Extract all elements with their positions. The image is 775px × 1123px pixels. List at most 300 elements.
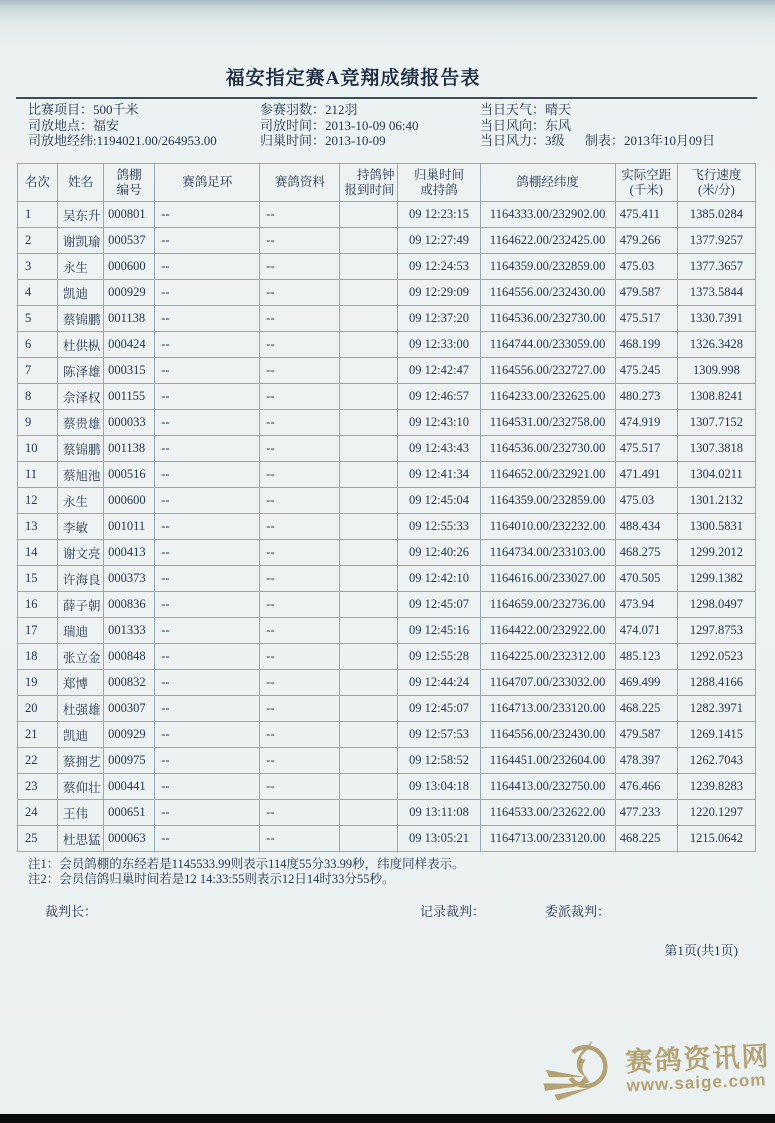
distance-cell: 477.233 — [615, 800, 677, 826]
info-cell: -- — [260, 254, 340, 280]
meta-line — [28, 102, 260, 118]
coords-cell: 1164556.00/232430.00 — [480, 722, 615, 748]
coords-cell: 1164333.00/232902.00 — [480, 202, 615, 228]
rank-cell: 6 — [18, 332, 58, 358]
home-time-cell: 09 12:46:57 — [398, 384, 480, 410]
meta-label: 比赛项目： — [28, 102, 94, 117]
home-time-cell: 09 12:37:20 — [398, 306, 480, 332]
made-by-label: 制表： — [585, 133, 625, 148]
header-line2: 编号 — [116, 182, 142, 197]
home-time-cell: 09 12:24:53 — [398, 254, 480, 280]
clock-time-cell — [340, 540, 398, 566]
speed-cell: 1298.0497 — [677, 592, 755, 618]
loft-no-cell: 000441 — [104, 774, 155, 800]
info-cell: -- — [260, 410, 340, 436]
header-cell — [260, 164, 340, 202]
name-cell: 蔡贵雄 — [58, 410, 104, 436]
distance-cell: 479.266 — [615, 228, 677, 254]
info-cell: -- — [260, 332, 340, 358]
rank-cell: 7 — [18, 358, 58, 384]
distance-cell: 468.199 — [615, 332, 677, 358]
coords-cell: 1164413.00/232750.00 — [480, 774, 615, 800]
meta-label: 司放地点： — [28, 117, 94, 133]
info-cell: -- — [260, 488, 340, 514]
coords-cell: 1164556.00/232430.00 — [480, 280, 615, 306]
name-cell: 杜思猛 — [58, 826, 104, 852]
home-time-cell: 09 12:58:52 — [398, 748, 480, 774]
ring-cell: -- — [155, 722, 260, 748]
table-header — [18, 164, 756, 202]
distance-cell: 473.94 — [615, 592, 677, 618]
table-row — [18, 228, 756, 254]
home-time-cell: 09 13:05:21 — [398, 826, 480, 852]
loft-no-cell: 000315 — [104, 358, 155, 384]
coords-cell: 1164233.00/232625.00 — [480, 384, 615, 410]
coords-cell: 1164713.00/233120.00 — [480, 696, 615, 722]
home-time-cell: 09 12:43:10 — [398, 410, 480, 436]
table-row — [18, 826, 756, 852]
info-cell: -- — [260, 462, 340, 488]
name-cell: 谢文亮 — [58, 540, 104, 566]
rank-cell: 1 — [18, 202, 58, 228]
loft-no-cell: 000063 — [104, 826, 155, 852]
home-time-cell: 09 12:43:43 — [398, 436, 480, 462]
info-cell: -- — [260, 540, 340, 566]
table-row — [18, 748, 756, 774]
distance-cell: 475.03 — [615, 488, 677, 514]
coords-cell: 1164659.00/232736.00 — [480, 592, 615, 618]
clock-time-cell — [340, 488, 398, 514]
home-time-cell: 09 12:42:10 — [398, 566, 480, 592]
distance-cell: 475.517 — [615, 306, 677, 332]
info-cell: -- — [260, 618, 340, 644]
header-line2: 报到时间 — [344, 182, 395, 197]
speed-cell: 1297.8753 — [677, 618, 755, 644]
table-row — [18, 384, 756, 410]
table-row — [18, 696, 756, 722]
speed-cell: 1385.0284 — [677, 202, 755, 228]
name-cell: 蔡旭池 — [58, 462, 104, 488]
coords-cell: 1164616.00/233027.00 — [480, 566, 615, 592]
rank-cell: 5 — [18, 306, 58, 332]
speed-cell: 1288.4166 — [677, 670, 755, 696]
name-cell: 吴东升 — [58, 202, 104, 228]
table-row — [18, 540, 756, 566]
loft-no-cell: 001333 — [104, 618, 155, 644]
name-cell: 王伟 — [58, 800, 104, 826]
coords-cell: 1164451.00/232604.00 — [480, 748, 615, 774]
name-cell: 永生 — [58, 488, 104, 514]
meta-label: 当日天气： — [480, 102, 546, 117]
ring-cell: -- — [155, 800, 260, 826]
name-cell: 佘泽权 — [58, 384, 104, 410]
clock-time-cell — [340, 358, 398, 384]
race-meta-section — [28, 102, 757, 149]
header-cell — [340, 164, 398, 202]
info-cell: -- — [260, 280, 340, 306]
name-cell: 许海良 — [58, 566, 104, 592]
table-row — [18, 332, 756, 358]
table-row — [18, 436, 756, 462]
ring-cell: -- — [155, 514, 260, 540]
meta-column-left — [28, 102, 260, 149]
name-cell: 蔡仰壮 — [58, 774, 104, 800]
speed-cell: 1307.7152 — [677, 410, 755, 436]
info-cell: -- — [260, 774, 340, 800]
saige-watermark-logo — [538, 1025, 772, 1116]
made-by-line — [585, 133, 715, 149]
page-title: 福安指定赛A竞翔成绩报告表 — [225, 68, 481, 89]
meta-label: 当日风向： — [480, 117, 546, 133]
coords-cell: 1164533.00/232622.00 — [480, 800, 615, 826]
speed-cell: 1307.3818 — [677, 436, 755, 462]
coords-cell: 1164744.00/233059.00 — [480, 332, 615, 358]
speed-cell: 1304.0211 — [677, 462, 755, 488]
meta-line — [260, 133, 480, 149]
rank-cell: 25 — [18, 826, 58, 852]
meta-label: 司放地经纬: — [28, 133, 97, 149]
speed-cell: 1330.7391 — [677, 306, 755, 332]
loft-no-cell: 001155 — [104, 384, 155, 410]
speed-cell: 1326.3428 — [677, 332, 755, 358]
header-line1: 赛鸽资料 — [274, 175, 325, 189]
speed-cell: 1292.0523 — [677, 644, 755, 670]
distance-cell: 479.587 — [615, 722, 677, 748]
ring-cell: -- — [155, 540, 260, 566]
footnote-line: 注1：会员鸽棚的东经若是1145533.99则表示114度55分33.99秒，纬度同样表示。 — [28, 857, 465, 871]
coords-cell: 1164707.00/233032.00 — [480, 670, 615, 696]
header-line1: 名次 — [25, 175, 51, 189]
home-time-cell: 09 12:41:34 — [398, 462, 480, 488]
table-row — [18, 410, 756, 436]
distance-cell: 475.245 — [615, 358, 677, 384]
distance-cell: 478.397 — [615, 748, 677, 774]
rank-cell: 21 — [18, 722, 58, 748]
distance-cell: 476.466 — [615, 774, 677, 800]
clock-time-cell — [340, 566, 398, 592]
rank-cell: 10 — [18, 436, 58, 462]
home-time-cell: 09 12:55:28 — [398, 644, 480, 670]
rank-cell: 23 — [18, 774, 58, 800]
distance-cell: 468.225 — [615, 696, 677, 722]
meta-value: 东风 — [545, 117, 572, 133]
meta-line — [260, 118, 480, 134]
meta-line — [28, 133, 260, 149]
name-cell: 永生 — [58, 254, 104, 280]
info-cell: -- — [260, 722, 340, 748]
ring-cell: -- — [155, 592, 260, 618]
table-row — [18, 566, 756, 592]
table-row — [18, 670, 756, 696]
footnotes — [28, 857, 465, 887]
made-by-value: 2013年10月09日 — [624, 133, 716, 148]
info-cell: -- — [260, 566, 340, 592]
home-time-cell: 09 12:33:00 — [398, 332, 480, 358]
info-cell: -- — [260, 202, 340, 228]
ring-cell: -- — [155, 202, 260, 228]
ring-cell: -- — [155, 358, 260, 384]
clock-time-cell — [340, 228, 398, 254]
meta-value: 晴天 — [545, 102, 572, 117]
meta-column-middle — [260, 102, 480, 149]
table-row — [18, 280, 756, 306]
speed-cell: 1215.0642 — [677, 826, 755, 852]
rank-cell: 15 — [18, 566, 58, 592]
rank-cell: 4 — [18, 280, 58, 306]
rank-cell: 20 — [18, 696, 58, 722]
loft-no-cell: 000600 — [104, 488, 155, 514]
distance-cell: 470.505 — [615, 566, 677, 592]
distance-cell: 475.517 — [615, 436, 677, 462]
loft-no-cell: 000033 — [104, 410, 155, 436]
rank-cell: 17 — [18, 618, 58, 644]
coords-cell: 1164536.00/232730.00 — [480, 436, 615, 462]
table-row — [18, 254, 756, 280]
assigned-judge-label: 委派裁判： — [545, 904, 611, 919]
header-line1: 飞行速度 — [691, 167, 742, 182]
judges-line — [0, 901, 775, 921]
info-cell: -- — [260, 436, 340, 462]
header-line1: 鸽棚 — [116, 167, 142, 182]
clock-time-cell — [340, 774, 398, 800]
meta-value: 212羽 — [325, 102, 358, 117]
loft-no-cell: 000307 — [104, 696, 155, 722]
header-line1: 实际空距 — [621, 167, 672, 182]
header-cell — [104, 164, 155, 202]
logo-site-url: www.saige.com — [626, 1070, 767, 1096]
scan-bottom-edge — [0, 1114, 775, 1123]
clock-time-cell — [340, 748, 398, 774]
rank-cell: 14 — [18, 540, 58, 566]
name-cell: 郑博 — [58, 670, 104, 696]
meta-value: 福安 — [93, 117, 120, 133]
ring-cell: -- — [155, 228, 260, 254]
home-time-cell: 09 12:42:47 — [398, 358, 480, 384]
info-cell: -- — [260, 358, 340, 384]
home-time-cell: 09 12:45:04 — [398, 488, 480, 514]
rank-cell: 13 — [18, 514, 58, 540]
rank-cell: 19 — [18, 670, 58, 696]
loft-no-cell: 000537 — [104, 228, 155, 254]
home-time-cell: 09 12:45:07 — [398, 696, 480, 722]
meta-value: 2013-10-09 06:40 — [325, 117, 419, 133]
loft-no-cell: 001138 — [104, 306, 155, 332]
logo-site-name: 赛鸽资讯网 — [624, 1040, 772, 1078]
home-time-cell: 09 12:57:53 — [398, 722, 480, 748]
ring-cell: -- — [155, 488, 260, 514]
loft-no-cell: 001011 — [104, 514, 155, 540]
loft-no-cell: 000975 — [104, 748, 155, 774]
ring-cell: -- — [155, 384, 260, 410]
coords-cell: 1164536.00/232730.00 — [480, 306, 615, 332]
table-row — [18, 618, 756, 644]
speed-cell: 1373.5844 — [677, 280, 755, 306]
home-time-cell: 09 12:40:26 — [398, 540, 480, 566]
home-time-cell: 09 12:23:15 — [398, 202, 480, 228]
home-time-cell: 09 12:45:16 — [398, 618, 480, 644]
ring-cell: -- — [155, 254, 260, 280]
table-row — [18, 774, 756, 800]
header-divider — [16, 97, 757, 99]
clock-time-cell — [340, 384, 398, 410]
speed-cell: 1377.9257 — [677, 228, 755, 254]
clock-time-cell — [340, 254, 398, 280]
rank-cell: 16 — [18, 592, 58, 618]
header-line2: (米/分) — [698, 182, 735, 197]
rank-cell: 18 — [18, 644, 58, 670]
info-cell: -- — [260, 514, 340, 540]
distance-cell: 468.275 — [615, 540, 677, 566]
name-cell: 薛子朝 — [58, 592, 104, 618]
distance-cell: 471.491 — [615, 462, 677, 488]
header-cell — [398, 164, 480, 202]
ring-cell: -- — [155, 774, 260, 800]
name-cell: 凯迪 — [58, 280, 104, 306]
info-cell: -- — [260, 748, 340, 774]
ring-cell: -- — [155, 696, 260, 722]
loft-no-cell: 000600 — [104, 254, 155, 280]
pigeon-logo-icon — [538, 1031, 623, 1115]
clock-time-cell — [340, 202, 398, 228]
meta-line — [480, 102, 630, 118]
header-cell — [58, 164, 104, 202]
rank-cell: 3 — [18, 254, 58, 280]
header-line2: (千米) — [629, 182, 663, 197]
ring-cell: -- — [155, 618, 260, 644]
page-number: 第1页(共1页) — [664, 943, 738, 958]
meta-label: 司放时间： — [260, 117, 326, 133]
ring-cell: -- — [155, 826, 260, 852]
clock-time-cell — [340, 618, 398, 644]
clock-time-cell — [340, 592, 398, 618]
distance-cell: 480.273 — [615, 384, 677, 410]
home-time-cell: 09 12:29:09 — [398, 280, 480, 306]
speed-cell: 1300.5831 — [677, 514, 755, 540]
distance-cell: 475.411 — [615, 202, 677, 228]
clock-time-cell — [340, 514, 398, 540]
speed-cell: 1299.1382 — [677, 566, 755, 592]
meta-label: 当日风力： — [480, 133, 546, 149]
distance-cell: 468.225 — [615, 826, 677, 852]
table-header-row — [18, 164, 756, 202]
chief-judge-label: 裁判长： — [45, 904, 98, 919]
meta-value: 2013-10-09 — [325, 133, 386, 149]
clock-time-cell — [340, 800, 398, 826]
coords-cell: 1164010.00/232232.00 — [480, 514, 615, 540]
info-cell: -- — [260, 826, 340, 852]
name-cell: 李敏 — [58, 514, 104, 540]
table-row — [18, 800, 756, 826]
home-time-cell: 09 13:04:18 — [398, 774, 480, 800]
name-cell: 蔡锦鹏 — [58, 436, 104, 462]
header-cell — [18, 164, 58, 202]
loft-no-cell: 000424 — [104, 332, 155, 358]
meta-value: 1194021.00/264953.00 — [96, 133, 217, 149]
ring-cell: -- — [155, 462, 260, 488]
name-cell: 蔡拥艺 — [58, 748, 104, 774]
name-cell: 杜供枞 — [58, 332, 104, 358]
home-time-cell: 09 13:11:08 — [398, 800, 480, 826]
coords-cell: 1164622.00/232425.00 — [480, 228, 615, 254]
home-time-cell: 09 12:44:24 — [398, 670, 480, 696]
header-cell — [155, 164, 260, 202]
loft-no-cell: 000836 — [104, 592, 155, 618]
coords-cell: 1164713.00/233120.00 — [480, 826, 615, 852]
clock-time-cell — [340, 436, 398, 462]
loft-no-cell: 000929 — [104, 722, 155, 748]
clock-time-cell — [340, 722, 398, 748]
clock-time-cell — [340, 332, 398, 358]
header-line1: 持鸽钟 — [356, 167, 395, 182]
loft-no-cell: 000929 — [104, 280, 155, 306]
coords-cell: 1164734.00/233103.00 — [480, 540, 615, 566]
table-row — [18, 514, 756, 540]
ring-cell: -- — [155, 306, 260, 332]
clock-time-cell — [340, 696, 398, 722]
distance-cell: 469.499 — [615, 670, 677, 696]
rank-cell: 11 — [18, 462, 58, 488]
speed-cell: 1282.3971 — [677, 696, 755, 722]
home-time-cell: 09 12:55:33 — [398, 514, 480, 540]
ring-cell: -- — [155, 436, 260, 462]
info-cell: -- — [260, 644, 340, 670]
rank-cell: 24 — [18, 800, 58, 826]
ring-cell: -- — [155, 670, 260, 696]
coords-cell: 1164652.00/232921.00 — [480, 462, 615, 488]
ring-cell: -- — [155, 644, 260, 670]
clock-time-cell — [340, 670, 398, 696]
header-cell — [677, 164, 755, 202]
name-cell: 蔡锦鹏 — [58, 306, 104, 332]
loft-no-cell: 000373 — [104, 566, 155, 592]
header-line1: 姓名 — [68, 175, 94, 189]
header-line2: 或持鸽 — [420, 182, 458, 197]
table-row — [18, 202, 756, 228]
info-cell: -- — [260, 306, 340, 332]
header-line1: 鸽棚经纬度 — [516, 175, 579, 189]
info-cell: -- — [260, 800, 340, 826]
results-table — [17, 163, 756, 852]
distance-cell: 475.03 — [615, 254, 677, 280]
table-body — [18, 202, 756, 852]
name-cell: 瑞迪 — [58, 618, 104, 644]
speed-cell: 1299.2012 — [677, 540, 755, 566]
table-row — [18, 462, 756, 488]
coords-cell: 1164359.00/232859.00 — [480, 488, 615, 514]
rank-cell: 22 — [18, 748, 58, 774]
speed-cell: 1308.8241 — [677, 384, 755, 410]
name-cell: 谢凯瑜 — [58, 228, 104, 254]
speed-cell: 1301.2132 — [677, 488, 755, 514]
home-time-cell: 09 12:27:49 — [398, 228, 480, 254]
ring-cell: -- — [155, 748, 260, 774]
name-cell: 陈泽雄 — [58, 358, 104, 384]
meta-value: 3级 — [545, 133, 565, 149]
speed-cell: 1309.998 — [677, 358, 755, 384]
header-cell — [480, 164, 615, 202]
clock-time-cell — [340, 826, 398, 852]
clock-time-cell — [340, 462, 398, 488]
rank-cell: 12 — [18, 488, 58, 514]
distance-cell: 474.071 — [615, 618, 677, 644]
table-row — [18, 488, 756, 514]
ring-cell: -- — [155, 280, 260, 306]
meta-value: 500千米 — [93, 102, 139, 117]
table-row — [18, 722, 756, 748]
table-row — [18, 644, 756, 670]
coords-cell: 1164422.00/232922.00 — [480, 618, 615, 644]
meta-label: 归巢时间： — [260, 133, 326, 149]
